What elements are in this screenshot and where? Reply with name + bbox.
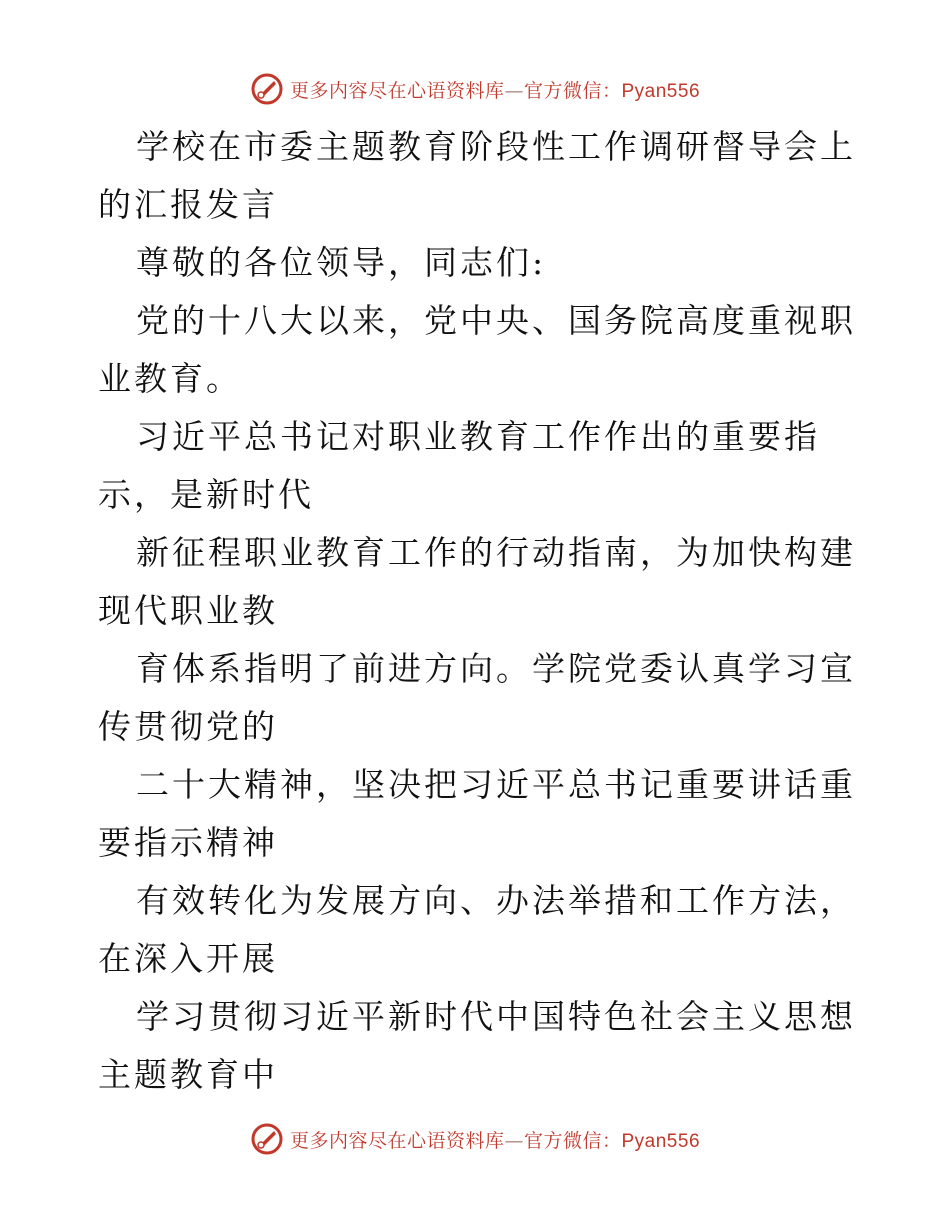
quill-circle-logo-icon <box>250 72 284 106</box>
banner-text <box>290 1126 700 1153</box>
doc-title: 学校在市委主题教育阶段性工作调研督导会上的汇报发言 <box>98 127 856 224</box>
doc-paragraph: 习近平总书记对职业教育工作作出的重要指示，是新时代 <box>98 417 820 514</box>
doc-paragraph: 新征程职业教育工作的行动指南，为加快构建现代职业教 <box>98 533 856 630</box>
banner-wechat-id: Pyan556 <box>621 80 701 102</box>
doc-salutation: 尊敬的各位领导，同志们: <box>136 243 547 282</box>
banner-dash: — <box>504 1129 524 1152</box>
banner-wechat-label: 官方微信： <box>523 79 622 102</box>
banner-main-text: 更多内容尽在心语资料库 <box>289 1129 505 1152</box>
doc-paragraph: 育体系指明了前进方向。学院党委认真学习宣传贯彻党的 <box>98 649 856 746</box>
doc-paragraph: 党的十八大以来，党中央、国务院高度重视职业教育。 <box>98 301 856 398</box>
header-banner <box>0 72 950 106</box>
footer-banner <box>0 1122 950 1156</box>
document-body <box>98 118 858 1104</box>
banner-wechat-label: 官方微信： <box>523 1129 622 1152</box>
banner-main-text: 更多内容尽在心语资料库 <box>289 79 505 102</box>
banner-text <box>290 76 700 103</box>
doc-paragraph: 二十大精神，坚决把习近平总书记重要讲话重要指示精神 <box>98 765 856 862</box>
doc-paragraph: 学习贯彻习近平新时代中国特色社会主义思想主题教育中 <box>98 997 856 1094</box>
banner-dash: — <box>504 79 524 102</box>
doc-paragraph: 有效转化为发展方向、办法举措和工作方法，在深入开展 <box>98 881 856 978</box>
quill-circle-logo-icon <box>250 1122 284 1156</box>
banner-wechat-id: Pyan556 <box>621 1130 701 1152</box>
